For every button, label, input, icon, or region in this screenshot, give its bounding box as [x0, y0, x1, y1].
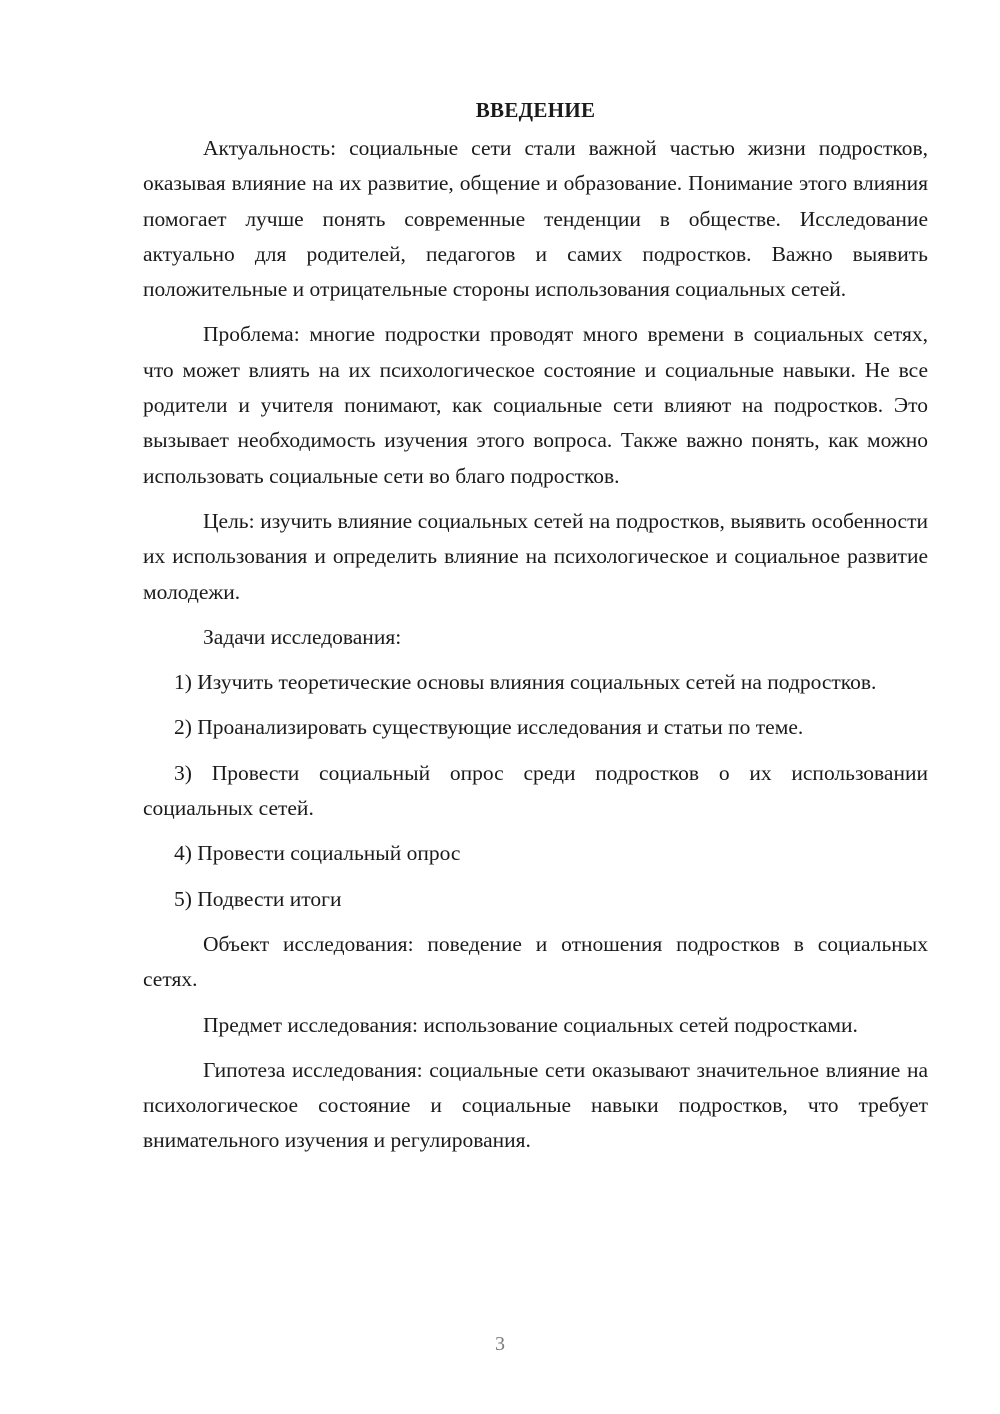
- object-paragraph: Объект исследования: поведение и отношения подростков в социальных сетях.: [143, 931, 928, 992]
- task-item: 4) Провести социальный опрос: [174, 841, 461, 866]
- goal-paragraph: Цель: изучить влияние социальных сетей на подростков, выявить особенности их использования и определить влияние на психологическое и социальное развитие молодежи.: [143, 508, 928, 604]
- problem-paragraph: Проблема: многие подростки проводят много времени в социальных сетях, что может влиять на их психологическое состояние и социальные навыки. Не все родители и учителя понимают, как социальные сети влияют на подростков. Это вызывает необходимость изучения этого вопроса. Также важно понять, как можно использовать социальные сети во благо подростков.: [143, 322, 928, 488]
- tasks-heading: Задачи исследования:: [203, 624, 402, 649]
- document-page: [143, 92, 928, 1169]
- page-title: ВВЕДЕНИЕ: [475, 98, 596, 122]
- relevance-paragraph: Актуальность: социальные сети стали важной частью жизни подростков, оказывая влияние на их развитие, общение и образование. Понимание этого влияния помогает лучше понять современные тенденции в обществе. Исследование актуально для родителей, педагогов и самих подростков. Важно выявить положительные и отрицательные стороны использования социальных сетей.: [143, 136, 928, 302]
- task-item: 2) Проанализировать существующие исследования и статьи по теме.: [174, 715, 804, 740]
- task-item: 3) Провести социальный опрос среди подростков о их использовании социальных сетей.: [143, 760, 928, 821]
- task-item: 1) Изучить теоретические основы влияния социальных сетей на подростков.: [174, 670, 877, 695]
- page-number: 3: [495, 1333, 505, 1355]
- hypothesis-paragraph: Гипотеза исследования: социальные сети оказывают значительное влияние на психологическое состояние и социальные навыки подростков, что требует внимательного изучения и регулирования.: [143, 1057, 928, 1153]
- task-item: 5) Подвести итоги: [174, 886, 342, 911]
- subject-paragraph: Предмет исследования: использование социальных сетей подростками.: [203, 1012, 858, 1037]
